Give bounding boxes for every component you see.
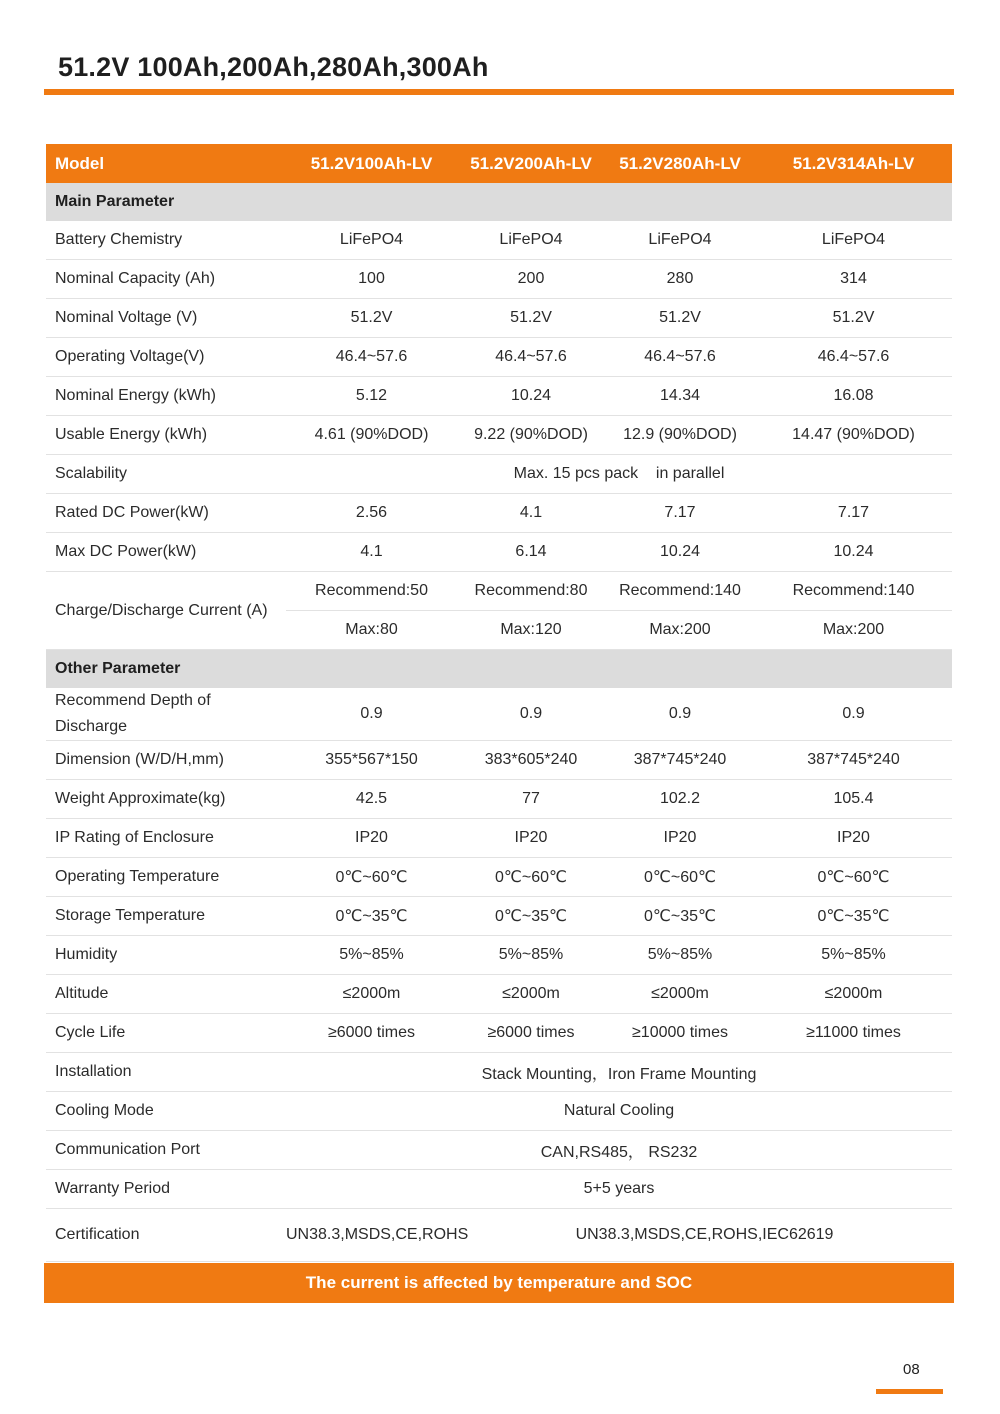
- cell: Max:120: [457, 611, 605, 650]
- cell: 387*745*240: [605, 741, 755, 780]
- cell: 280: [605, 260, 755, 299]
- cell: 100: [286, 260, 457, 299]
- cell: LiFePO4: [605, 221, 755, 260]
- table-row: [46, 221, 952, 260]
- cell: IP20: [605, 819, 755, 858]
- row-label: Nominal Energy (kWh): [46, 377, 286, 416]
- row-label: Cooling Mode: [46, 1092, 286, 1131]
- row-label: Warranty Period: [46, 1170, 286, 1209]
- cell: 46.4~57.6: [755, 338, 952, 377]
- cell: ≥11000 times: [755, 1014, 952, 1053]
- table-row: [46, 533, 952, 572]
- footer-note-bar: [44, 1263, 954, 1303]
- cell-merged: Natural Cooling: [286, 1092, 952, 1131]
- cell: ≥6000 times: [457, 1014, 605, 1053]
- row-label: Cycle Life: [46, 1014, 286, 1053]
- cell: IP20: [286, 819, 457, 858]
- table-row: [46, 416, 952, 455]
- row-label: Scalability: [46, 455, 286, 494]
- cell-merged: UN38.3,MSDS,CE,ROHS,IEC62619: [457, 1209, 952, 1262]
- cell: ≤2000m: [605, 975, 755, 1014]
- table-row: [46, 299, 952, 338]
- cell: ≤2000m: [286, 975, 457, 1014]
- cell: 10.24: [755, 533, 952, 572]
- header-cell-model: Model: [46, 144, 286, 183]
- row-label: Dimension (W/D/H,mm): [46, 741, 286, 780]
- cell: 355*567*150: [286, 741, 457, 780]
- cell: 5%~85%: [605, 936, 755, 975]
- section-title: Other Parameter: [46, 650, 952, 689]
- cell: 4.61 (90%DOD): [286, 416, 457, 455]
- table-row: [46, 819, 952, 858]
- section-header-main: [46, 183, 952, 221]
- table-row: [46, 936, 952, 975]
- table-row: [46, 1014, 952, 1053]
- cell: ≥6000 times: [286, 1014, 457, 1053]
- cell-merged: CAN,RS485， RS232: [286, 1131, 952, 1170]
- cell: 9.22 (90%DOD): [457, 416, 605, 455]
- cell-merged: Max. 15 pcs pack in parallel: [286, 455, 952, 494]
- cell: Recommend:140: [755, 572, 952, 611]
- row-label: Communication Port: [46, 1131, 286, 1170]
- page-title: 51.2V 100Ah,200Ah,280Ah,300Ah: [58, 52, 489, 82]
- cell: 5.12: [286, 377, 457, 416]
- cell-merged: 5+5 years: [286, 1170, 952, 1209]
- cell: 5%~85%: [755, 936, 952, 975]
- cell: 0℃~35℃: [755, 897, 952, 936]
- cell: 5%~85%: [286, 936, 457, 975]
- header-cell-model-100ah: 51.2V100Ah-LV: [286, 144, 457, 183]
- cell: 16.08: [755, 377, 952, 416]
- cell: Recommend:140: [605, 572, 755, 611]
- cell: IP20: [457, 819, 605, 858]
- table-row: [46, 858, 952, 897]
- table-row: [46, 1053, 952, 1092]
- cell: 0℃~60℃: [755, 858, 952, 897]
- row-label: Nominal Voltage (V): [46, 299, 286, 338]
- table-row: [46, 741, 952, 780]
- cell: Max:200: [755, 611, 952, 650]
- table-row: [46, 572, 952, 611]
- row-label: Operating Voltage(V): [46, 338, 286, 377]
- cell: Max:200: [605, 611, 755, 650]
- spec-table: [46, 144, 952, 1262]
- cell: 46.4~57.6: [457, 338, 605, 377]
- cell: 0℃~60℃: [605, 858, 755, 897]
- cell: 51.2V: [457, 299, 605, 338]
- cell: 200: [457, 260, 605, 299]
- table-header-row: [46, 144, 952, 183]
- cell: Max:80: [286, 611, 457, 650]
- table-row: [46, 455, 952, 494]
- header-cell-model-314ah: 51.2V314Ah-LV: [755, 144, 952, 183]
- table-row: [46, 975, 952, 1014]
- row-label: Usable Energy (kWh): [46, 416, 286, 455]
- page-number-underline: [876, 1389, 943, 1394]
- page-number: 08: [903, 1361, 920, 1378]
- cell: 51.2V: [755, 299, 952, 338]
- row-label: Nominal Capacity (Ah): [46, 260, 286, 299]
- table-row: [46, 377, 952, 416]
- section-title: Main Parameter: [46, 183, 952, 221]
- cell: 0.9: [286, 688, 457, 741]
- row-label: Storage Temperature: [46, 897, 286, 936]
- cell: 0.9: [755, 688, 952, 741]
- cell: 387*745*240: [755, 741, 952, 780]
- cell-merged: Stack Mounting，Iron Frame Mounting: [286, 1053, 952, 1092]
- cell: 0℃~60℃: [457, 858, 605, 897]
- cell: 12.9 (90%DOD): [605, 416, 755, 455]
- cell: 0℃~35℃: [605, 897, 755, 936]
- row-label: Humidity: [46, 936, 286, 975]
- row-label: Battery Chemistry: [46, 221, 286, 260]
- cell: 14.47 (90%DOD): [755, 416, 952, 455]
- cell: 0.9: [457, 688, 605, 741]
- table-row: [46, 260, 952, 299]
- cell: LiFePO4: [457, 221, 605, 260]
- cell: 314: [755, 260, 952, 299]
- cell: 51.2V: [605, 299, 755, 338]
- table-row: [46, 1209, 952, 1262]
- cell: Recommend:80: [457, 572, 605, 611]
- table-row: [46, 1092, 952, 1131]
- cell: 0.9: [605, 688, 755, 741]
- cell: 383*605*240: [457, 741, 605, 780]
- cell: 77: [457, 780, 605, 819]
- row-label: Weight Approximate(kg): [46, 780, 286, 819]
- row-label: Rated DC Power(kW): [46, 494, 286, 533]
- cell: 0℃~35℃: [457, 897, 605, 936]
- cell: 4.1: [286, 533, 457, 572]
- row-label: IP Rating of Enclosure: [46, 819, 286, 858]
- row-label: Max DC Power(kW): [46, 533, 286, 572]
- footer-note: The current is affected by temperature and SOC: [305, 1273, 693, 1292]
- cell: ≤2000m: [457, 975, 605, 1014]
- table-row: [46, 1131, 952, 1170]
- row-label: Recommend Depth of Discharge: [46, 688, 286, 741]
- cell: ≥10000 times: [605, 1014, 755, 1053]
- row-label: Certification: [46, 1209, 286, 1262]
- cell: IP20: [755, 819, 952, 858]
- cell: 14.34: [605, 377, 755, 416]
- cell: 10.24: [605, 533, 755, 572]
- cell: 42.5: [286, 780, 457, 819]
- cell: 0℃~35℃: [286, 897, 457, 936]
- row-label: Charge/Discharge Current (A): [46, 572, 286, 650]
- row-label: Operating Temperature: [46, 858, 286, 897]
- cell: 105.4: [755, 780, 952, 819]
- cell: 5%~85%: [457, 936, 605, 975]
- cell: ≤2000m: [755, 975, 952, 1014]
- cell: 46.4~57.6: [605, 338, 755, 377]
- cell: LiFePO4: [286, 221, 457, 260]
- table-row: [46, 688, 952, 741]
- row-label: Installation: [46, 1053, 286, 1092]
- cell: 10.24: [457, 377, 605, 416]
- header-cell-model-200ah: 51.2V200Ah-LV: [457, 144, 605, 183]
- cell: 2.56: [286, 494, 457, 533]
- cell: 51.2V: [286, 299, 457, 338]
- cell: LiFePO4: [755, 221, 952, 260]
- row-label: Altitude: [46, 975, 286, 1014]
- cell: 7.17: [605, 494, 755, 533]
- cell: 0℃~60℃: [286, 858, 457, 897]
- header-cell-model-280ah: 51.2V280Ah-LV: [605, 144, 755, 183]
- table-row: [46, 338, 952, 377]
- section-header-other: [46, 650, 952, 689]
- cell: 6.14: [457, 533, 605, 572]
- table-row: [46, 494, 952, 533]
- cell: 46.4~57.6: [286, 338, 457, 377]
- cell: 102.2: [605, 780, 755, 819]
- table-row: [46, 780, 952, 819]
- table-row: [46, 1170, 952, 1209]
- table-row: [46, 897, 952, 936]
- cell: 4.1: [457, 494, 605, 533]
- cell: Recommend:50: [286, 572, 457, 611]
- cell: UN38.3,MSDS,CE,ROHS: [286, 1209, 457, 1262]
- cell: 7.17: [755, 494, 952, 533]
- title-underline: [44, 89, 954, 95]
